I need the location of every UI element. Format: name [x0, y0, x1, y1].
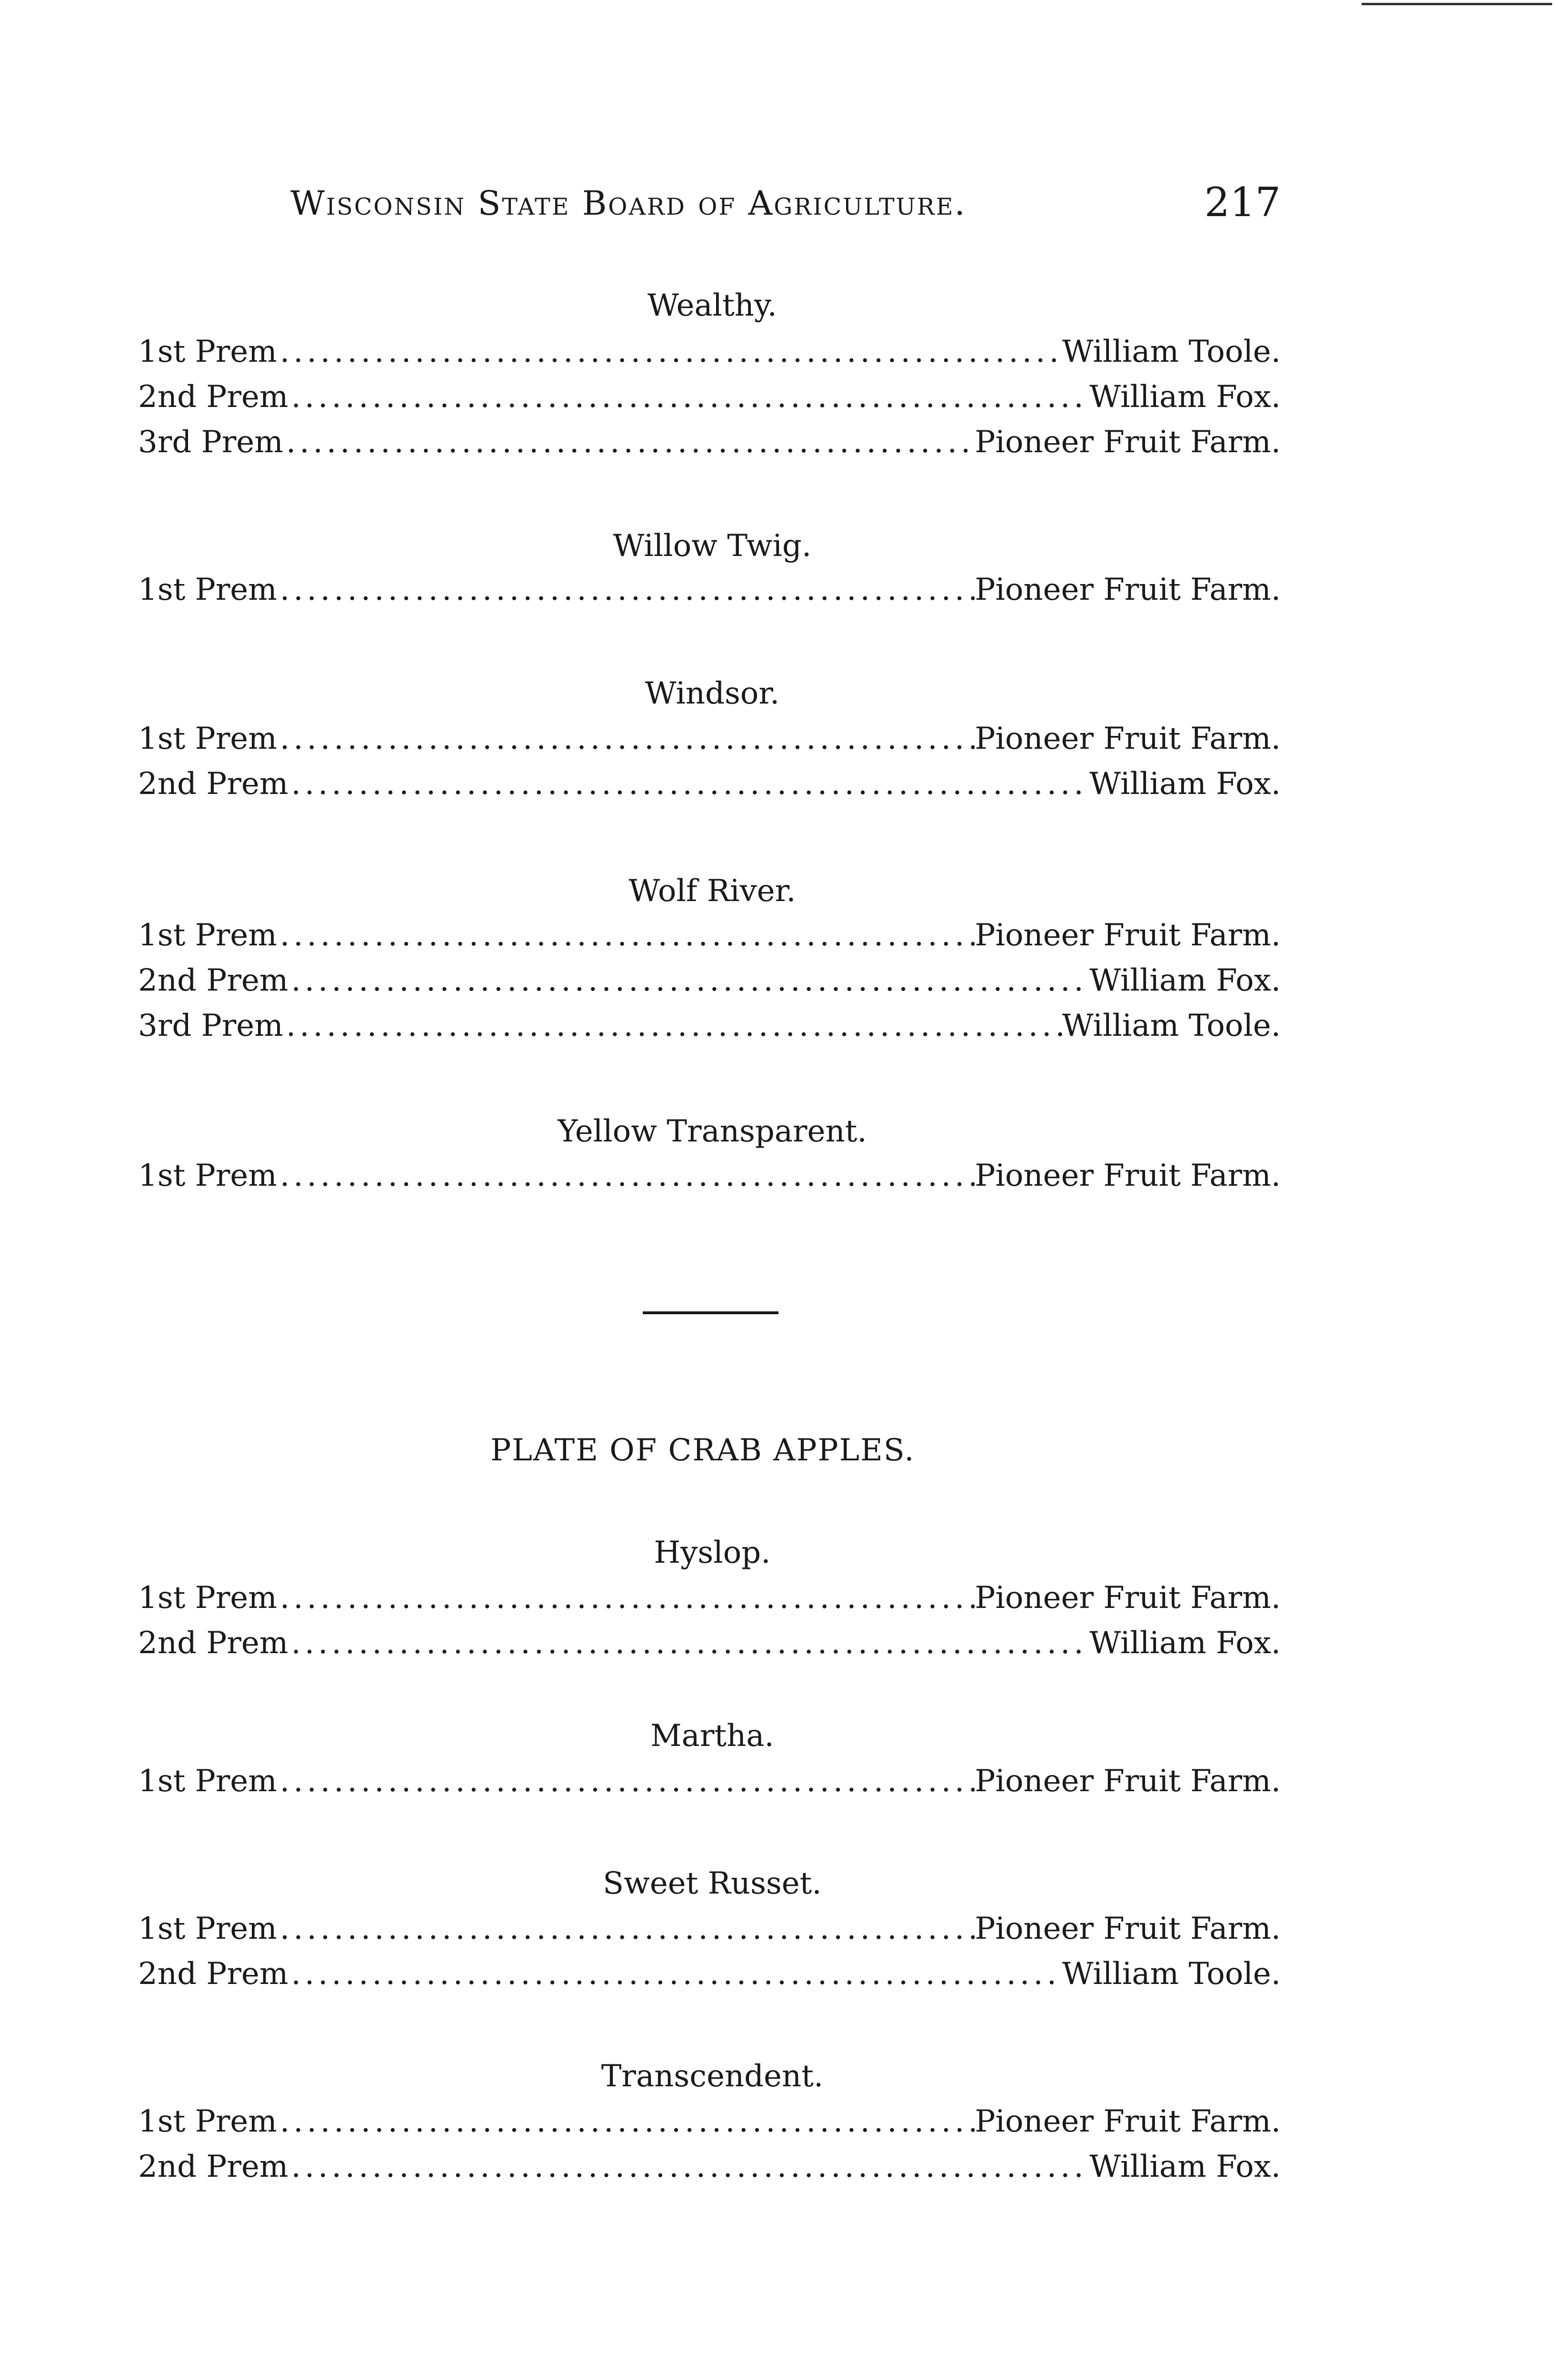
award-place: 2nd Prem	[138, 1956, 289, 1992]
dot-leader	[277, 1580, 975, 1616]
dot-leader	[277, 334, 1062, 369]
dot-leader	[283, 425, 975, 460]
award-row	[138, 425, 1281, 463]
award-row	[138, 2104, 1281, 2142]
award-row	[138, 2149, 1281, 2187]
dot-leader	[277, 1158, 975, 1193]
award-place: 1st Prem	[138, 721, 277, 756]
award-row	[138, 572, 1281, 610]
award-winner: Pioneer Fruit Farm.	[975, 572, 1281, 607]
award-place: 1st Prem	[138, 572, 277, 607]
award-place: 1st Prem	[138, 1911, 277, 1946]
award-row	[138, 766, 1281, 804]
dot-leader	[277, 1911, 975, 1946]
award-place: 1st Prem	[138, 334, 277, 369]
award-row	[138, 918, 1281, 956]
section-title: Wolf River.	[628, 873, 796, 909]
award-winner: William Fox.	[1089, 1626, 1281, 1661]
section-divider-rule	[643, 1311, 778, 1314]
section-title: Willow Twig.	[613, 528, 812, 564]
award-winner: Pioneer Fruit Farm.	[975, 1911, 1281, 1946]
dot-leader	[277, 918, 975, 953]
award-place: 2nd Prem	[138, 1626, 289, 1661]
dot-leader	[277, 572, 975, 607]
dot-leader	[277, 1764, 975, 1799]
award-winner: William Toole.	[1062, 334, 1281, 369]
dot-leader	[277, 721, 975, 756]
dot-leader	[288, 2149, 1089, 2184]
award-place: 3rd Prem	[138, 425, 283, 460]
award-row	[138, 379, 1281, 417]
dot-leader	[288, 1626, 1089, 1661]
section-title: Yellow Transparent.	[558, 1114, 867, 1149]
award-place: 2nd Prem	[138, 963, 289, 998]
award-place: 3rd Prem	[138, 1008, 283, 1043]
page-number: 217	[1204, 179, 1281, 226]
dot-leader	[288, 379, 1089, 415]
award-winner: William Fox.	[1089, 2149, 1281, 2184]
award-winner: William Toole.	[1062, 1008, 1281, 1043]
award-row	[138, 334, 1281, 372]
award-winner: William Toole.	[1062, 1956, 1281, 1992]
award-row	[138, 1626, 1281, 1664]
section-title: Windsor.	[645, 676, 780, 711]
award-winner: Pioneer Fruit Farm.	[975, 1764, 1281, 1799]
page-header	[290, 179, 1281, 241]
section-title: Martha.	[650, 1718, 774, 1754]
section-title: Wealthy.	[648, 288, 777, 323]
group-title: PLATE OF CRAB APPLES.	[490, 1433, 915, 1468]
award-place: 1st Prem	[138, 1158, 277, 1193]
award-winner: William Fox.	[1089, 963, 1281, 998]
award-place: 1st Prem	[138, 1764, 277, 1799]
dot-leader	[288, 963, 1089, 998]
award-row	[138, 1008, 1281, 1046]
award-winner: Pioneer Fruit Farm.	[975, 721, 1281, 756]
corner-rule	[1362, 3, 1552, 5]
section-title: Transcendent.	[601, 2059, 824, 2094]
dot-leader	[283, 1008, 1062, 1043]
dot-leader	[288, 766, 1089, 802]
award-place: 1st Prem	[138, 1580, 277, 1616]
award-row	[138, 721, 1281, 759]
award-winner: Pioneer Fruit Farm.	[975, 1580, 1281, 1616]
award-place: 2nd Prem	[138, 379, 289, 415]
running-title: Wisconsin State Board of Agriculture.	[290, 184, 966, 223]
award-place: 1st Prem	[138, 2104, 277, 2139]
award-winner: Pioneer Fruit Farm.	[975, 1158, 1281, 1193]
award-place: 1st Prem	[138, 918, 277, 953]
award-row	[138, 963, 1281, 1001]
award-winner: William Fox.	[1089, 379, 1281, 415]
award-winner: William Fox.	[1089, 766, 1281, 802]
award-winner: Pioneer Fruit Farm.	[975, 2104, 1281, 2139]
award-row	[138, 1764, 1281, 1802]
dot-leader	[277, 2104, 975, 2139]
award-row	[138, 1956, 1281, 1994]
section-title: Hyslop.	[654, 1535, 771, 1570]
award-place: 2nd Prem	[138, 2149, 289, 2184]
award-row	[138, 1158, 1281, 1196]
section-title: Sweet Russet.	[603, 1866, 822, 1901]
award-winner: Pioneer Fruit Farm.	[975, 918, 1281, 953]
award-place: 2nd Prem	[138, 766, 289, 802]
award-row	[138, 1911, 1281, 1949]
award-winner: Pioneer Fruit Farm.	[975, 425, 1281, 460]
dot-leader	[288, 1956, 1062, 1992]
award-row	[138, 1580, 1281, 1618]
